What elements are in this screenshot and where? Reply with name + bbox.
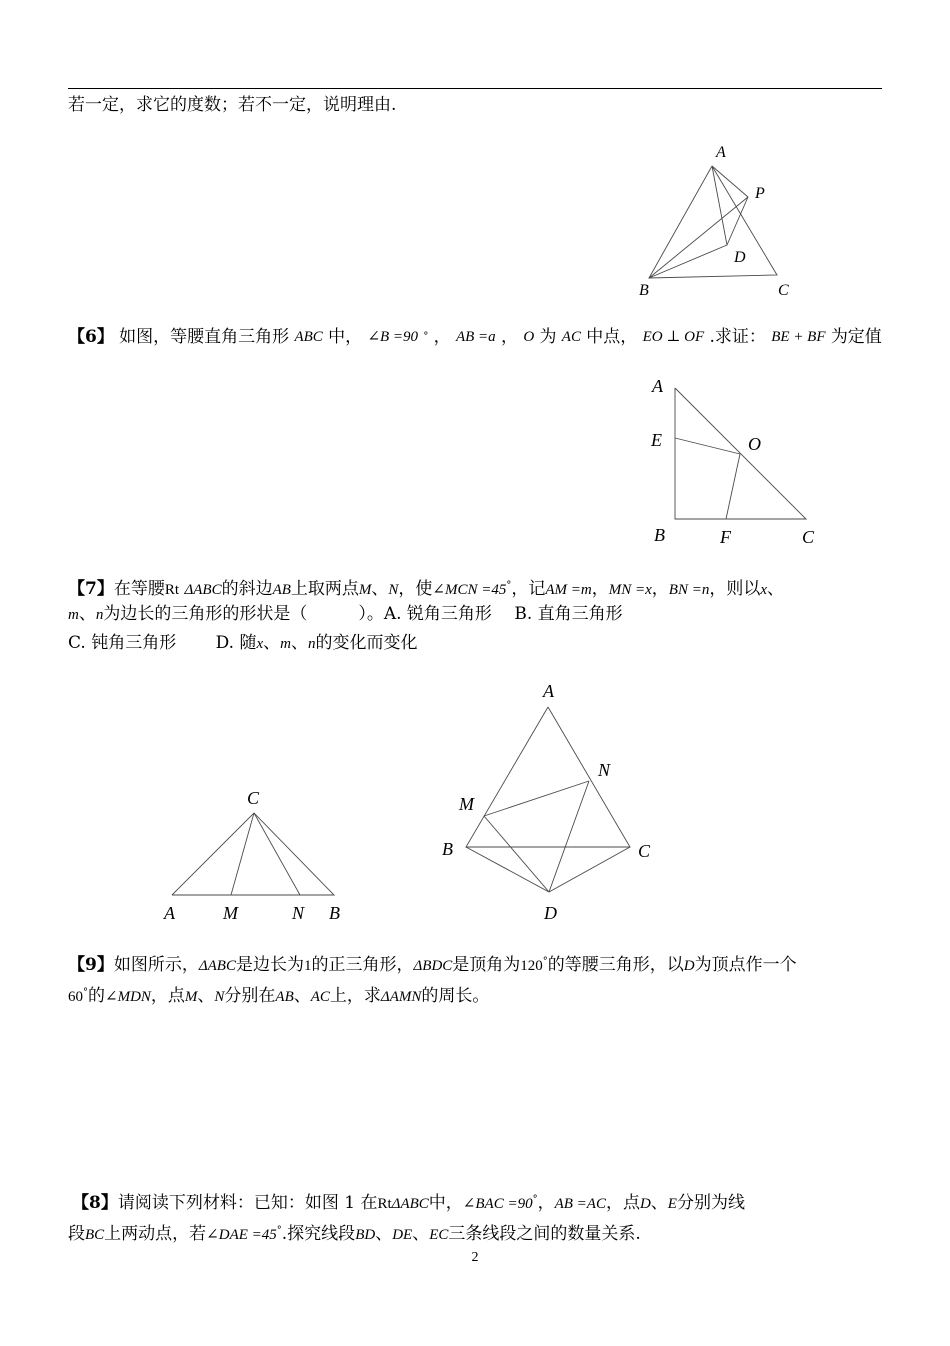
fig1-label-b: B: [639, 282, 649, 299]
fig2-label-o: O: [748, 434, 761, 454]
fig4-segment-mn: [484, 781, 589, 816]
fig1-segments-ad-bd: [649, 166, 727, 278]
fig1-label-a: A: [716, 144, 726, 161]
fig3-label-n: N: [292, 903, 305, 923]
fig1-label-d: D: [734, 249, 746, 266]
page-number: 2: [471, 1250, 479, 1265]
problem-6-text: 【6】 如图，等腰直角三角形 ABC 中， ∠B =90 ° ， AB =a ， O 为 AC 中点， EO ⊥ OF .求证： BE + BF 为定值: [68, 327, 882, 347]
fig3-segment-cn: [254, 813, 300, 895]
fig3-segment-cm: [231, 813, 254, 895]
problem-7-line-3: C. 钝角三角形 D. 随x、m、n的变化而变化: [68, 633, 418, 653]
fig1-label-p: P: [755, 185, 765, 202]
fig2-label-c: C: [802, 527, 815, 547]
fig4-label-b: B: [442, 839, 453, 859]
fig2-label-b: B: [654, 525, 665, 545]
fig3-triangle-acb: [172, 813, 334, 895]
fig1-label-c: C: [778, 282, 789, 299]
fig3-label-b: B: [329, 903, 340, 923]
continuation-text: 若一定，求它的度数；若不一定，说明理由.: [68, 95, 397, 115]
fig2-label-a: A: [652, 376, 663, 396]
fig3-label-a: A: [164, 903, 175, 923]
fig4-label-n: N: [598, 760, 611, 780]
problem-9-line-1: 【9】如图所示，ΔABC是边长为1的正三角形，ΔBDC是顶角为120°的等腰三角形，以D为顶点作一个: [68, 955, 797, 975]
problem-8-line-1: 【8】请阅读下列材料：已知：如图 1 在RtΔABC中，∠BAC =90°，AB =AC，点D、E分别为线: [72, 1193, 745, 1213]
problem-8-line-2: 段BC上两动点，若∠DAE =45°.探究线段BD、DE、EC三条线段之间的数量关系.: [68, 1224, 641, 1244]
figure-1-triangle-abc-pd: [639, 144, 789, 299]
fig2-label-e: E: [651, 430, 662, 450]
problem-9-line-2: 60°的∠MDN，点M、N分别在AB、AC上，求ΔAMN的周长。: [68, 986, 490, 1006]
fig2-segment-of: [726, 454, 740, 519]
fig2-triangle-abc: [675, 388, 806, 519]
fig4-label-a: A: [543, 681, 554, 701]
fig4-label-c: C: [638, 841, 651, 861]
fig1-triangle-abc: [649, 166, 777, 278]
fig2-label-f: F: [720, 527, 731, 547]
fig2-segment-eo: [675, 438, 740, 454]
problem-7-line-2: m、n为边长的三角形的形状是（ ）。A. 锐角三角形 B. 直角三角形: [68, 604, 623, 624]
fig4-segment-md: [484, 816, 549, 892]
fig4-label-d: D: [544, 903, 557, 923]
problem-7-line-1: 【7】在等腰Rt ΔABC的斜边AB上取两点M、N，使∠MCN =45°，记AM =m，MN =x，BN =n，则以x、: [68, 579, 784, 599]
fig4-segments-bd-dc: [466, 847, 630, 892]
fig3-label-m: M: [223, 903, 238, 923]
fig3-label-c: C: [247, 788, 260, 808]
figure-3-triangle-amnb: [163, 788, 340, 923]
fig4-label-m: M: [459, 794, 474, 814]
figure-4-triangles-abc-bdc: [442, 681, 651, 923]
fig4-segment-nd: [549, 781, 589, 892]
figure-2-right-triangle: [650, 376, 815, 547]
